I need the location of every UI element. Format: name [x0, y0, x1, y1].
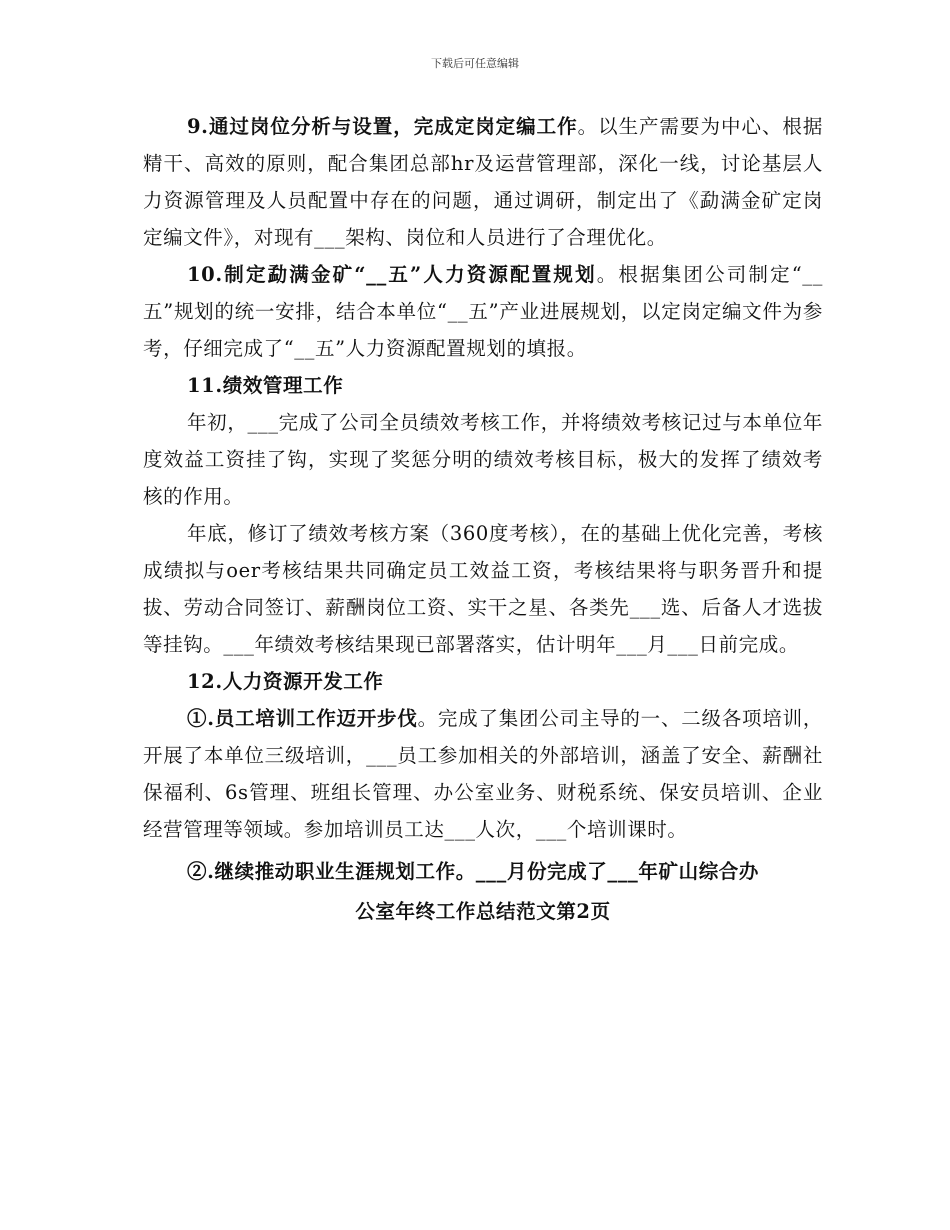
section-10-body: 。根据集团公司制定“__五”规划的统一安排，结合本单位“__五”产业进展规划，以定岗定编文件为参考，仔细完成了“__五”人力资源配置规划的填报。: [143, 263, 824, 360]
section-10-title: 10.制定勐满金矿“__五”人力资源配置规划: [187, 263, 597, 286]
section-11-paragraph-1: 年初，___完成了公司全员绩效考核工作，并将绩效考核记过与本单位年度效益工资挂了钩，实现了奖惩分明的绩效考核目标，极大的发挥了绩效考核的作用。: [143, 411, 823, 508]
page-title-footer: 公室年终工作总结范文第2页: [355, 900, 611, 923]
section-12-item-1: [143, 700, 823, 848]
document-body: [143, 108, 823, 932]
section-11-paragraph-2: 年底，修订了绩效考核方案（360度考核），在的基础上优化完善，考核成绩拟与oer考核结果共同确定员工效益工资，考核结果将与职务晋升和提拔、劳动合同签订、薪酬岗位工资、实干之星、各类先___选、后备人才选拔等挂钩。___年绩效考核结果现已部署落实，估计明年___月___日前完成。: [143, 522, 823, 656]
section-9-title: 9.通过岗位分析与设置，完成定岗定编工作: [187, 115, 578, 138]
section-11-title: 11.绩效管理工作: [187, 374, 344, 397]
section-9-paragraph: [143, 108, 823, 256]
page-header: 下载后可任意编辑: [431, 57, 519, 70]
section-9-body: 。以生产需要为中心、根据精干、高效的原则，配合集团总部hr及运营管理部，深化一线，讨论基层人力资源管理及人员配置中存在的问题，通过调研，制定出了《勐满金矿定岗定编文件》，对现有___架构、岗位和人员进行了合理优化。: [143, 115, 824, 249]
section-12-item-2: ②.继续推动职业生涯规划工作。___月份完成了___年矿山综合办: [187, 860, 759, 883]
section-12-item-1-title: ①.员工培训工作迈开步伐: [187, 707, 418, 730]
section-12-title: 12.人力资源开发工作: [187, 670, 384, 693]
section-10-paragraph: [143, 256, 823, 367]
section-12-item-1-body: 。完成了集团公司主导的一、二级各项培训，开展了本单位三级培训，___员工参加相关的外部培训，涵盖了安全、薪酬社保福利、6s管理、班组长管理、办公室业务、财税系统、保安员培训、企业经营管理等领域。参加培训员工达___人次，___个培训课时。: [143, 707, 823, 841]
